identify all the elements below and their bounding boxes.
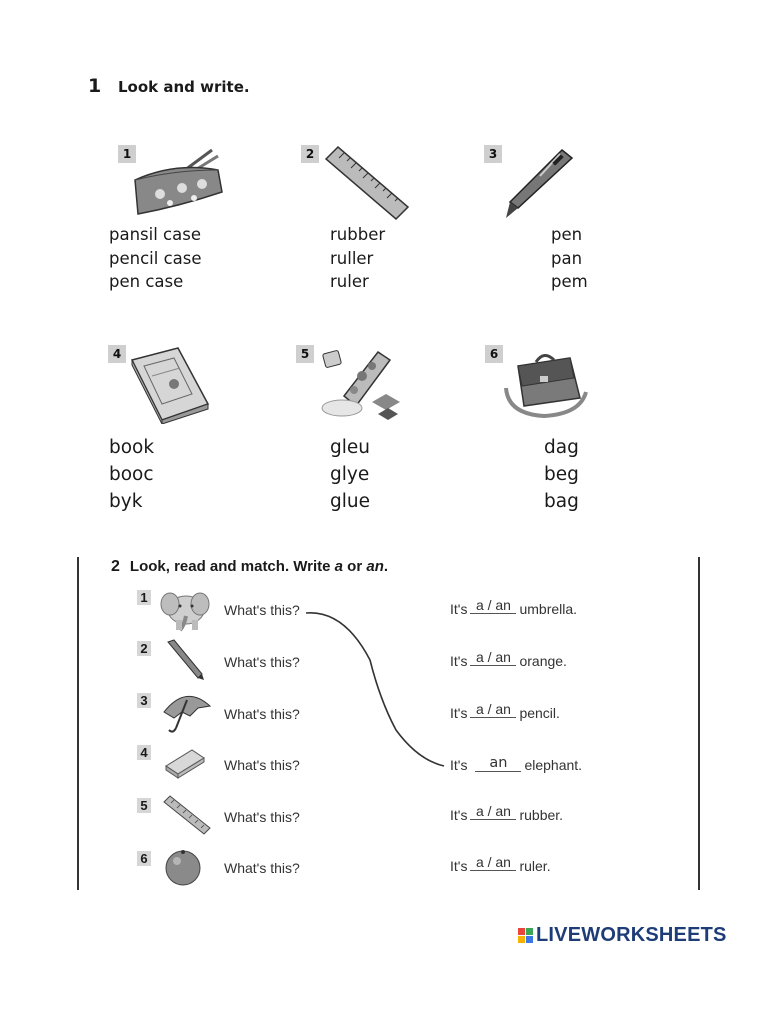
- title-or: or: [343, 558, 367, 575]
- option-text[interactable]: byk: [109, 491, 143, 512]
- option-text[interactable]: bag: [544, 491, 579, 512]
- option-text[interactable]: gleu: [330, 437, 370, 458]
- match-line: [300, 600, 450, 775]
- elephant-icon: [158, 586, 214, 634]
- option-text[interactable]: rubber: [330, 225, 386, 244]
- option-text[interactable]: pen: [551, 225, 583, 244]
- option-text[interactable]: ruler: [330, 272, 369, 291]
- its-text: It's: [450, 807, 468, 823]
- item-number-4: 4: [108, 345, 126, 363]
- question-text: What's this?: [224, 602, 300, 618]
- pencil-icon: [162, 638, 206, 682]
- item-6-options: [544, 434, 579, 515]
- umbrella-icon: [160, 688, 214, 734]
- row-number-2: 2: [137, 641, 151, 656]
- option-text[interactable]: beg: [544, 464, 579, 485]
- answer-blank[interactable]: a / an: [470, 597, 516, 614]
- item-3-options: [551, 223, 588, 294]
- noun-text: orange.: [519, 653, 567, 669]
- answer-blank[interactable]: a / an: [470, 854, 516, 871]
- its-text: It's: [450, 653, 468, 669]
- question-text: What's this?: [224, 757, 300, 773]
- title-an: an: [366, 558, 384, 575]
- answer-row-4: [450, 756, 582, 773]
- section-border-left: [77, 557, 79, 890]
- row-number-3: 3: [137, 693, 151, 708]
- ruler-icon: [160, 794, 212, 836]
- option-text[interactable]: dag: [544, 437, 579, 458]
- answer-row-3: [450, 701, 560, 721]
- option-text[interactable]: pem: [551, 272, 588, 291]
- liveworksheets-logo[interactable]: [518, 924, 727, 947]
- exercise-1-title: Look and write.: [118, 78, 250, 96]
- question-text: What's this?: [224, 860, 300, 876]
- question-text: What's this?: [224, 654, 300, 670]
- section-border-right: [698, 557, 700, 890]
- book-icon: [128, 346, 213, 424]
- its-text: It's: [450, 601, 468, 617]
- option-text[interactable]: pan: [551, 248, 583, 268]
- noun-text: ruler.: [519, 858, 551, 874]
- title-suffix: .: [383, 558, 389, 575]
- its-text: It's: [450, 705, 468, 721]
- orange-icon: [162, 847, 204, 887]
- exercise-2-title: Look, read and match. Write: [129, 558, 335, 575]
- option-text[interactable]: glye: [330, 464, 370, 485]
- logo-text: LIVEWORKSHEETS: [536, 924, 727, 946]
- option-text[interactable]: pen case: [109, 272, 184, 291]
- glue-icon: [316, 346, 406, 422]
- noun-text: elephant.: [524, 757, 583, 773]
- exercise-2-heading: [111, 558, 388, 576]
- pen-icon: [500, 146, 578, 220]
- item-number-3: 3: [484, 145, 502, 163]
- answer-blank[interactable]: a / an: [470, 649, 516, 666]
- item-2-options: [330, 223, 385, 294]
- option-text[interactable]: glue: [330, 491, 370, 512]
- its-text: It's: [450, 757, 468, 773]
- pencil-case-icon: [130, 148, 225, 218]
- item-1-options: [109, 223, 202, 294]
- title-a: a: [334, 558, 344, 575]
- option-text[interactable]: book: [109, 437, 155, 458]
- answer-row-2: [450, 649, 567, 669]
- option-text[interactable]: pencil case: [109, 248, 202, 268]
- logo-mark-icon: [518, 928, 533, 943]
- row-number-4: 4: [137, 745, 151, 760]
- bag-icon: [500, 348, 590, 420]
- item-number-6: 6: [485, 345, 503, 363]
- item-number-2: 2: [301, 145, 319, 163]
- ruler-icon: [320, 145, 412, 223]
- answer-blank[interactable]: a / an: [470, 701, 516, 718]
- answer-blank[interactable]: a / an: [470, 803, 516, 820]
- noun-text: rubber.: [519, 807, 564, 823]
- item-number-5: 5: [296, 345, 314, 363]
- answer-blank[interactable]: an: [475, 755, 521, 772]
- option-text[interactable]: ruller: [330, 248, 374, 268]
- noun-text: pencil.: [519, 705, 560, 721]
- noun-text: umbrella.: [519, 601, 578, 617]
- item-5-options: [330, 434, 370, 515]
- answer-row-1: [450, 597, 578, 617]
- exercise-2-number: 2: [111, 558, 120, 575]
- row-number-1: 1: [137, 590, 151, 605]
- question-text: What's this?: [224, 809, 300, 825]
- row-number-6: 6: [137, 851, 151, 866]
- item-number-1: 1: [118, 145, 136, 163]
- answer-row-5: [450, 803, 564, 823]
- answer-row-6: [450, 854, 551, 874]
- its-text: It's: [450, 858, 468, 874]
- option-text[interactable]: booc: [109, 464, 154, 485]
- question-text: What's this?: [224, 706, 300, 722]
- item-4-options: [109, 434, 154, 515]
- option-text[interactable]: pansil case: [109, 225, 201, 244]
- exercise-1-number: 1: [88, 75, 102, 97]
- row-number-5: 5: [137, 798, 151, 813]
- rubber-icon: [162, 744, 208, 780]
